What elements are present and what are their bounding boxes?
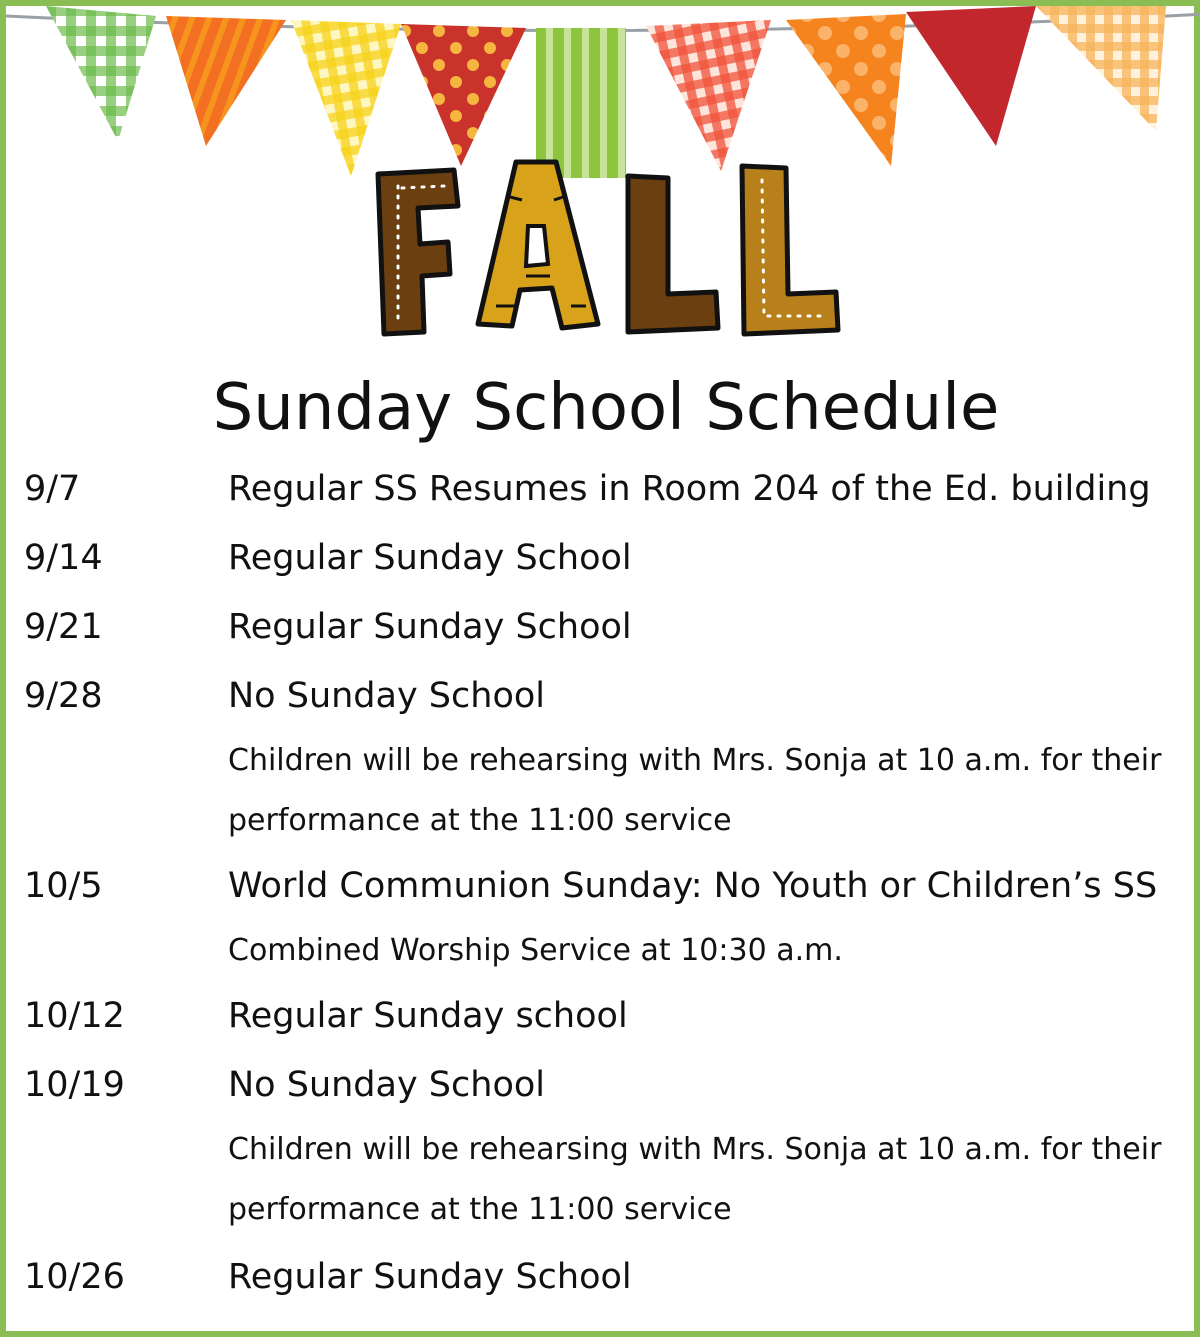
schedule-event: Regular Sunday School	[228, 1257, 632, 1297]
fall-title-text: FALL	[604, 351, 608, 352]
schedule-note: Children will be rehearsing with Mrs. Sonja at 10 a.m. for their performance at the 11:00 service	[228, 743, 1162, 838]
schedule-note: Children will be rehearsing with Mrs. Sonja at 10 a.m. for their performance at the 11:00 service	[228, 1132, 1162, 1227]
schedule-event: Regular Sunday school	[228, 996, 628, 1036]
schedule-event: No Sunday School	[228, 676, 545, 716]
schedule-event: Regular Sunday School	[228, 538, 632, 578]
schedule-date: 9/21	[24, 607, 103, 647]
schedule-date: 9/28	[24, 676, 103, 716]
schedule-date: 10/12	[24, 996, 125, 1036]
schedule-note: Combined Worship Service at 10:30 a.m.	[228, 933, 843, 968]
schedule-date: 10/19	[24, 1065, 125, 1105]
bunting-flag	[1036, 6, 1166, 131]
bunting-flag	[166, 16, 286, 146]
schedule-event: Regular SS Resumes in Room 204 of the Ed. building	[228, 469, 1151, 509]
bunting-flag	[401, 24, 526, 166]
page-subtitle: Sunday School Schedule	[212, 371, 1000, 445]
schedule-event: Regular Sunday School	[228, 607, 632, 647]
letter-f	[378, 170, 458, 334]
schedule-date: 10/5	[24, 866, 103, 906]
schedule-event: World Communion Sunday: No Youth or Children’s SS	[228, 866, 1158, 906]
bunting-flag	[786, 14, 906, 166]
letter-l	[628, 176, 718, 332]
bunting-flag	[906, 6, 1036, 146]
letter-a	[478, 162, 598, 328]
schedule-date: 9/14	[24, 538, 103, 578]
schedule-date: 10/26	[24, 1257, 125, 1297]
schedule-event: No Sunday School	[228, 1065, 545, 1105]
bunting-flag	[291, 20, 401, 176]
fall-title-graphic	[366, 156, 846, 356]
schedule-date: 9/7	[24, 469, 81, 509]
bunting-flag	[46, 6, 156, 141]
bunting-flag	[646, 20, 771, 171]
letter-l	[742, 166, 838, 334]
